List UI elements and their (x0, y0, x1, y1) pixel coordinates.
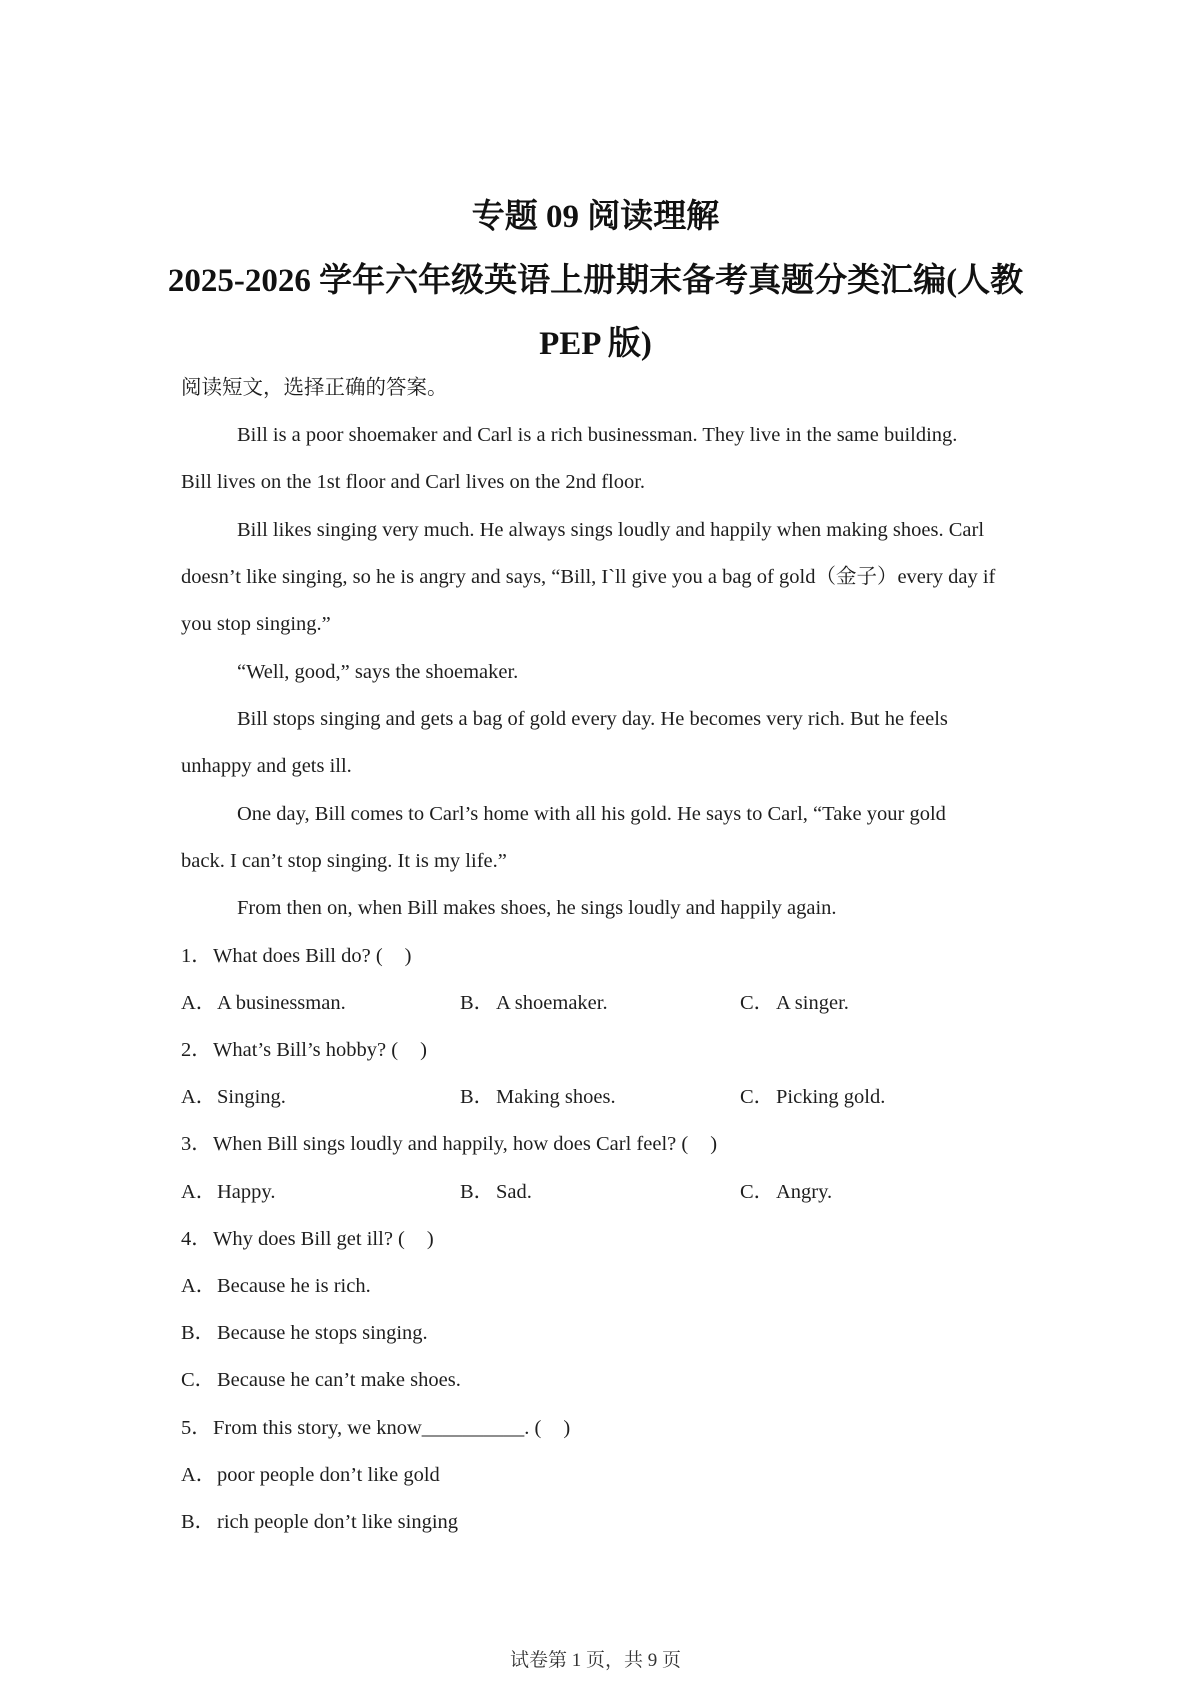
title-line-2: 2025-2026 学年六年级英语上册期末备考真题分类汇编(人教 (167, 263, 1024, 299)
title-line-1: 专题 09 阅读理解 (471, 199, 720, 235)
option-5a[interactable]: A．poor people don’t like gold (181, 1464, 440, 1486)
question-text: From this story, we know__________. ( (213, 1417, 542, 1439)
option-3c[interactable]: C．Angry. (740, 1181, 833, 1203)
question-number: 2． (181, 1039, 212, 1061)
passage-line: Bill is a poor shoemaker and Carl is a rich businessman. They live in the same building. (237, 424, 958, 446)
question-1: 1．What does Bill do? ( ) (181, 945, 412, 967)
option-1c[interactable]: C．A singer. (740, 992, 849, 1014)
question-4: 4．Why does Bill get ill? ( ) (181, 1228, 434, 1250)
passage-line: One day, Bill comes to Carl’s home with all his gold. He says to Carl, “Take your gold (237, 803, 946, 825)
option-2b[interactable]: B．Making shoes. (460, 1086, 616, 1108)
question-number: 3． (181, 1133, 212, 1155)
passage-line: Bill likes singing very much. He always sings loudly and happily when making shoes. Carl (237, 519, 985, 541)
question-2: 2．What’s Bill’s hobby? ( ) (181, 1039, 427, 1061)
title-line-3: PEP 版) (539, 326, 652, 362)
option-5b[interactable]: B．rich people don’t like singing (181, 1511, 459, 1533)
passage-line: From then on, when Bill makes shoes, he sings loudly and happily again. (237, 897, 837, 919)
passage-line: doesn’t like singing, so he is angry and says, “Bill, I`ll give you a bag of gold（金子）every day if (181, 566, 996, 588)
option-2c[interactable]: C．Picking gold. (740, 1086, 886, 1108)
question-number: 5． (181, 1417, 212, 1439)
question-3: 3．When Bill sings loudly and happily, how does Carl feel? ( ) (181, 1133, 718, 1155)
option-4b[interactable]: B．Because he stops singing. (181, 1322, 428, 1344)
question-number: 4． (181, 1228, 212, 1250)
page-footer: 试卷第 1 页，共 9 页 (509, 1650, 681, 1671)
question-text: Why does Bill get ill? ( (213, 1228, 405, 1250)
question-text: When Bill sings loudly and happily, how does Carl feel? ( (213, 1133, 689, 1155)
passage-line: Bill lives on the 1st floor and Carl lives on the 2nd floor. (181, 471, 646, 493)
passage-line: Bill stops singing and gets a bag of gold every day. He becomes very rich. But he feels (237, 708, 948, 730)
option-3b[interactable]: B．Sad. (460, 1181, 532, 1203)
instruction: 阅读短文，选择正确的答案。 (181, 377, 448, 399)
passage-line: “Well, good,” says the shoemaker. (237, 661, 519, 683)
question-number: 1． (181, 945, 212, 967)
option-4a[interactable]: A．Because he is rich. (181, 1275, 371, 1297)
question-text: What does Bill do? ( (213, 945, 383, 967)
passage-line: back. I can’t stop singing. It is my life.” (181, 850, 507, 872)
option-2a[interactable]: A．Singing. (181, 1086, 286, 1108)
option-3a[interactable]: A．Happy. (181, 1181, 276, 1203)
option-4c[interactable]: C．Because he can’t make shoes. (181, 1369, 461, 1391)
option-1a[interactable]: A．A businessman. (181, 992, 346, 1014)
question-text: What’s Bill’s hobby? ( (213, 1039, 399, 1061)
question-5: 5．From this story, we know__________. ( ) (181, 1417, 571, 1439)
option-1b[interactable]: B．A shoemaker. (460, 992, 608, 1014)
passage-line: you stop singing.” (181, 613, 331, 635)
passage-line: unhappy and gets ill. (181, 755, 352, 777)
